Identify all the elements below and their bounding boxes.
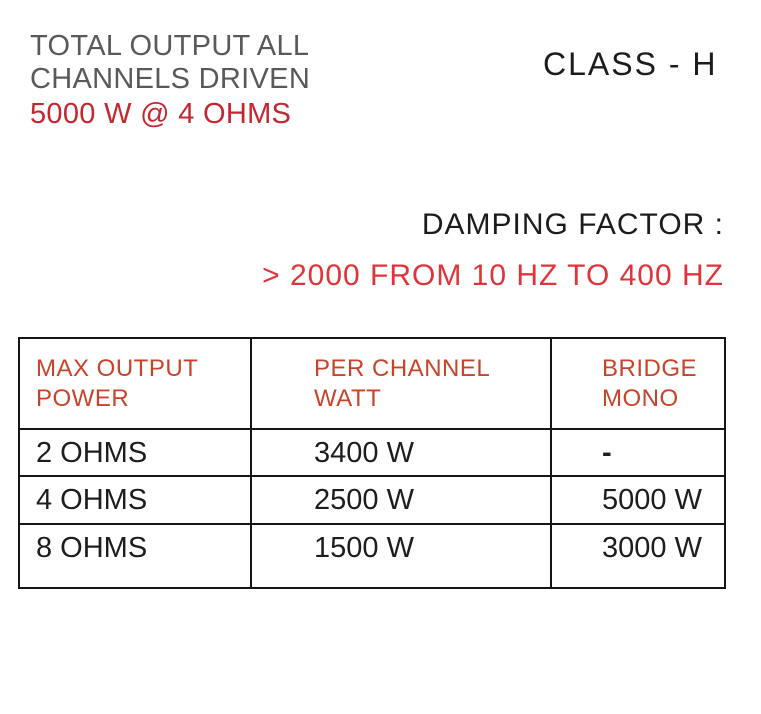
cell-load: 8 OHMS [19,524,251,588]
table-row [19,524,725,588]
col-header-line: BRIDGE [602,354,698,382]
total-output-value: 5000 W @ 4 OHMS [30,98,292,130]
cell-per-channel: 3400 W [251,429,551,476]
power-spec-table [18,337,726,589]
col-header-per-channel-watt [251,338,551,429]
cell-bridge: - [551,429,725,476]
col-header-line: POWER [36,384,130,412]
total-output-line2: CHANNELS DRIVEN [30,63,311,95]
table-row [19,429,725,476]
damping-factor-block [262,206,724,295]
col-header-line: PER CHANNEL [314,354,491,382]
total-output-block [30,30,310,131]
cell-bridge: 5000 W [551,476,725,524]
damping-factor-value: > 2000 FROM 10 HZ TO 400 HZ [262,259,724,292]
col-header-bridge-mono [551,338,725,429]
table-row [19,476,725,524]
col-header-line: MAX OUTPUT [36,354,199,382]
col-header-max-output-power [19,338,251,429]
table-header-row [19,338,725,429]
cell-per-channel: 1500 W [251,524,551,588]
class-label: CLASS - H [543,46,718,82]
cell-per-channel: 2500 W [251,476,551,524]
cell-load: 2 OHMS [19,429,251,476]
damping-factor-label: DAMPING FACTOR : [421,208,724,241]
total-output-line1: TOTAL OUTPUT ALL [30,30,310,62]
cell-load: 4 OHMS [19,476,251,524]
cell-bridge: 3000 W [551,524,725,588]
col-header-line: WATT [314,384,382,412]
col-header-line: MONO [602,384,679,412]
